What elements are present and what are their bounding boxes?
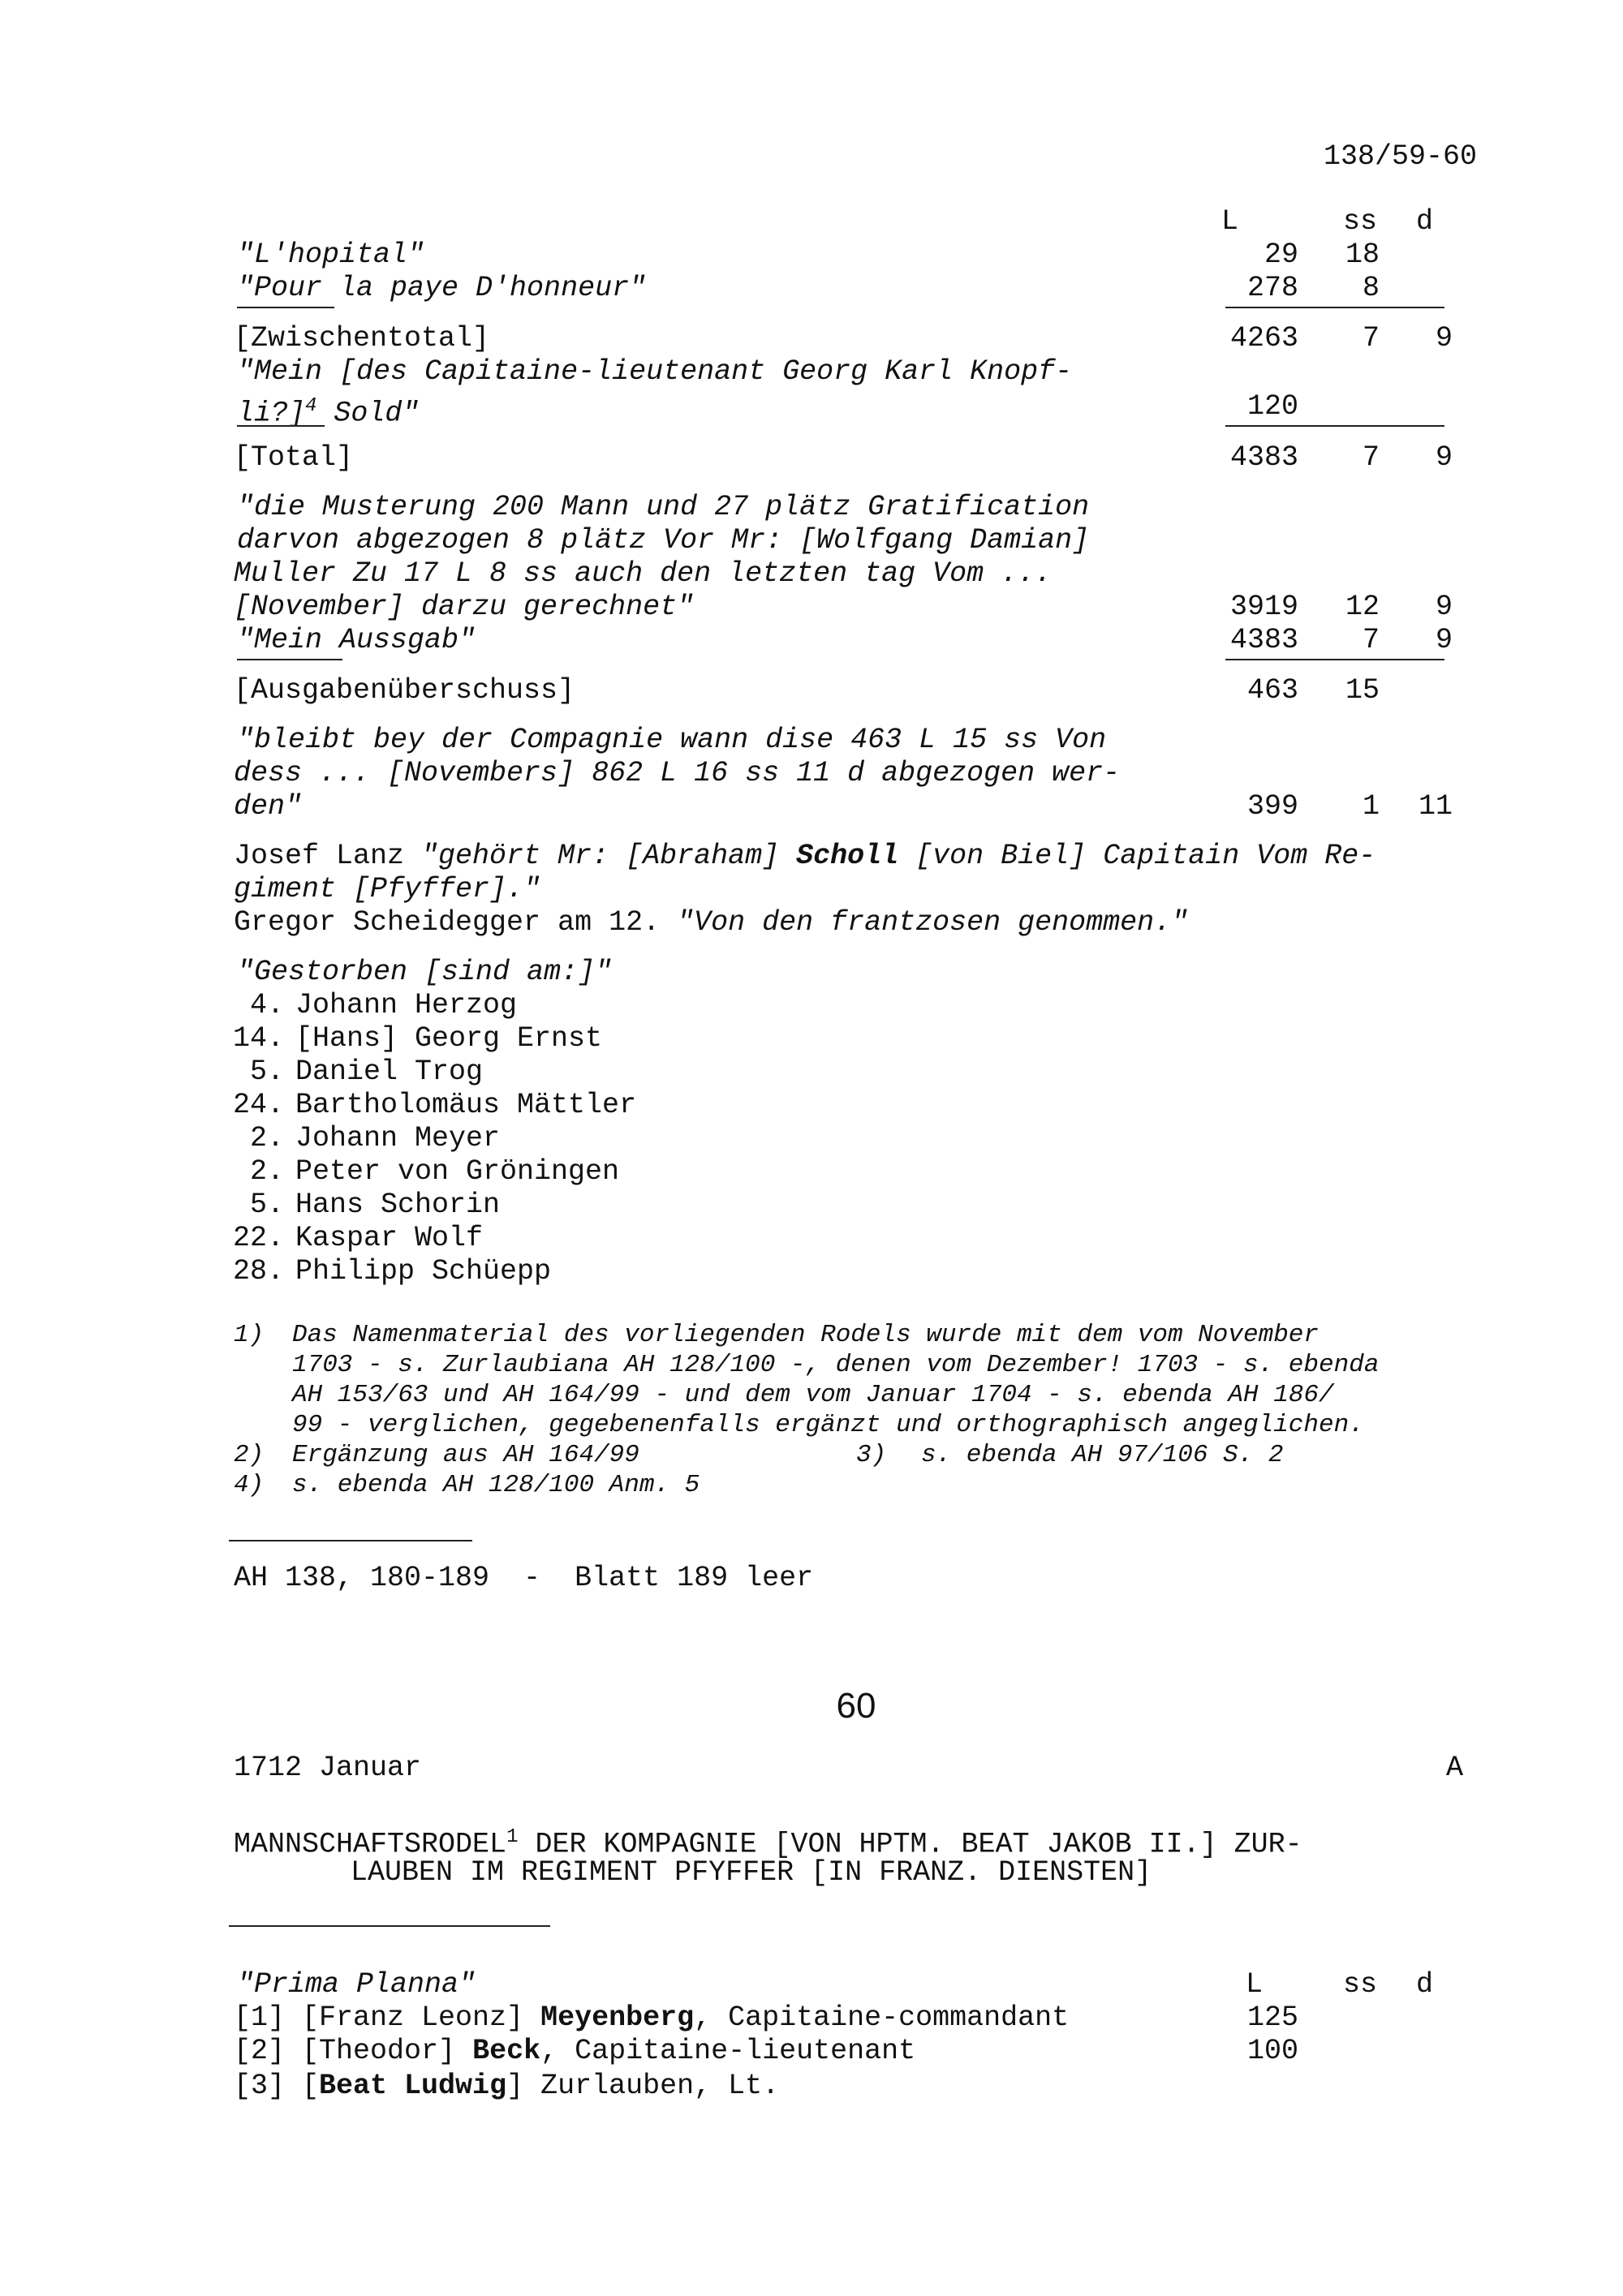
amount-d: 11 (1418, 790, 1453, 823)
death-name: Philipp Schüepp (295, 1255, 552, 1288)
amount-l: 3919 (1229, 591, 1298, 623)
death-name: Hans Schorin (295, 1189, 501, 1221)
name-scholl: Scholl (796, 840, 899, 872)
amount-l: 4383 (1229, 441, 1298, 474)
entry-bleibt-line2: dess ... [Novembers] 862 L 16 ss 11 d abgezogen wer- (234, 757, 1121, 789)
col-header-d: d (1416, 1968, 1434, 2001)
col-header-l: L (1221, 205, 1239, 238)
death-name: Johann Herzog (295, 989, 518, 1021)
document-title-line1: MANNSCHAFTSRODEL$^1$ DER KOMPAGNIE [VON HPTM. BEAT JAKOB II.] ZUR- (234, 1826, 1302, 1861)
death-name: Bartholomäus Mättler (295, 1089, 637, 1121)
death-day: 5. (249, 1056, 284, 1088)
text-underline (237, 659, 342, 660)
footnote-1-line4: 99 - verglichen, gegebenenfalls ergänzt und orthographisch angeglichen. (292, 1411, 1364, 1439)
amount-d: 9 (1435, 591, 1453, 623)
note-lanz-line2: giment [Pfyffer]." (234, 873, 541, 905)
footnote-2-mark: 2) (234, 1441, 265, 1469)
entry-paye: "Pour la paye D'honneur" (237, 272, 647, 304)
entry-mein-aussgab: "Mein Aussgab" (237, 624, 476, 656)
death-day: 14. (232, 1022, 284, 1055)
death-day: 24. (232, 1089, 284, 1121)
entry-musterung-line4: [November] darzu gerechnet" (234, 591, 695, 623)
document-date: 1712 Januar (234, 1752, 422, 1784)
section-prima-planna: "Prima Planna" (237, 1968, 476, 2001)
roster-amount-l: 100 (1246, 2035, 1298, 2067)
death-name: Kaspar Wolf (295, 1222, 484, 1254)
amount-ss: 15 (1345, 674, 1380, 707)
entry-bleibt-line3: den" (234, 790, 303, 823)
entry-musterung-line1: "die Musterung 200 Mann und 27 plätz Gratification (237, 491, 1090, 523)
page-reference: 138/59-60 (1323, 140, 1477, 173)
death-name: Daniel Trog (295, 1056, 484, 1088)
sum-rule (1225, 425, 1444, 427)
amount-l: 29 (1264, 239, 1298, 271)
amount-ss: 12 (1345, 591, 1380, 623)
death-day: 2. (249, 1155, 284, 1188)
document-title-line2: LAUBEN IM REGIMENT PFYFFER [IN FRANZ. DIENSTEN] (351, 1856, 1152, 1889)
note-lanz: Josef Lanz "gehört Mr: [Abraham] Scholl [von Biel] Capitain Vom Re- (234, 840, 1376, 872)
death-day: 5. (249, 1189, 284, 1221)
death-name: Johann Meyer (295, 1122, 501, 1154)
amount-l: 4263 (1229, 322, 1298, 355)
entry-mein-sold-line1: "Mein [des Capitaine-lieutenant Georg Karl Knopf- (237, 355, 1073, 388)
roster-row-3: [3] [Beat Ludwig] Zurlauben, Lt. (234, 2070, 780, 2102)
roster-amount-l: 125 (1246, 2001, 1298, 2034)
amount-l: 463 (1246, 674, 1298, 707)
footnote-2-text: Ergänzung aus AH 164/99 (292, 1441, 639, 1469)
amount-ss: 18 (1345, 239, 1380, 271)
entry-musterung-line2: darvon abgezogen 8 plätz Vor Mr: [Wolfgang Damian] (237, 524, 1090, 557)
amount-ss: 7 (1362, 322, 1380, 355)
footnote-1-line3: AH 153/63 und AH 164/99 - und dem vom Januar 1704 - s. ebenda AH 186/ (292, 1381, 1334, 1409)
amount-d: 9 (1435, 322, 1453, 355)
death-day: 22. (232, 1222, 284, 1254)
col-header-ss: ss (1343, 1968, 1378, 2001)
amount-d: 9 (1435, 441, 1453, 474)
document-number: 60 (836, 1686, 876, 1726)
entry-total: [Total] (234, 441, 354, 474)
footnote-4-text: s. ebenda AH 128/100 Anm. 5 (292, 1471, 700, 1499)
source-divider (229, 1540, 472, 1541)
entry-ausgabenueberschuss: [Ausgabenüberschuss] (234, 674, 575, 707)
amount-ss: 7 (1362, 624, 1380, 656)
deaths-heading: "Gestorben [sind am:]" (237, 956, 613, 988)
amount-d: 9 (1435, 624, 1453, 656)
roster-row-2: [2] [Theodor] Beck, Capitaine-lieutenant (234, 2035, 916, 2067)
footnote-marker: 4 (305, 395, 317, 417)
footnote-1-mark: 1) (234, 1321, 265, 1349)
amount-ss: 8 (1362, 272, 1380, 304)
death-name: [Hans] Georg Ernst (295, 1022, 603, 1055)
entry-bleibt-line1: "bleibt bey der Compagnie wann dise 463 L 15 ss Von (237, 724, 1107, 756)
footnote-marker: 1 (506, 1826, 519, 1848)
footnote-1-line1: Das Namenmaterial des vorliegenden Rodels wurde mit dem vom November (292, 1321, 1319, 1349)
entry-musterung-line3: Muller Zu 17 L 8 ss auch den letzten tag Vom ... (234, 557, 1053, 590)
amount-l: 4383 (1229, 624, 1298, 656)
death-day: 28. (232, 1255, 284, 1288)
document-letter: A (1446, 1752, 1464, 1784)
footnote-3-text: s. ebenda AH 97/106 S. 2 (921, 1441, 1284, 1469)
footnote-4-mark: 4) (234, 1471, 265, 1499)
amount-ss: 1 (1362, 790, 1380, 823)
footnote-1-line2: 1703 - s. Zurlaubiana AH 128/100 -, denen vom Dezember! 1703 - s. ebenda (292, 1351, 1380, 1379)
text-underline (237, 425, 325, 427)
footnote-3-mark: 3) (856, 1441, 887, 1469)
death-day: 2. (249, 1122, 284, 1154)
amount-l: 278 (1246, 272, 1298, 304)
roster-row-1: [1] [Franz Leonz] Meyenberg, Capitaine-commandant (234, 2001, 1070, 2034)
title-divider (229, 1925, 550, 1927)
text-underline (237, 307, 334, 308)
source-line: AH 138, 180-189 - Blatt 189 leer (234, 1562, 814, 1594)
death-name: Peter von Gröningen (295, 1155, 620, 1188)
col-header-ss: ss (1343, 205, 1378, 238)
death-day: 4. (249, 989, 284, 1021)
entry-zwischentotal: [Zwischentotal] (234, 322, 490, 355)
amount-l: 399 (1246, 790, 1298, 823)
amount-ss: 7 (1362, 441, 1380, 474)
entry-mein-sold-line2: li?]$^4$ Sold" (237, 395, 420, 430)
entry-hopital: "L'hopital" (237, 239, 425, 271)
amount-l: 120 (1246, 390, 1298, 423)
col-header-d: d (1416, 205, 1434, 238)
col-header-l: L (1246, 1968, 1264, 2001)
sum-rule (1225, 307, 1444, 308)
note-gregor: Gregor Scheidegger am 12. "Von den frantzosen genommen." (234, 906, 1189, 939)
sum-rule (1225, 659, 1444, 660)
